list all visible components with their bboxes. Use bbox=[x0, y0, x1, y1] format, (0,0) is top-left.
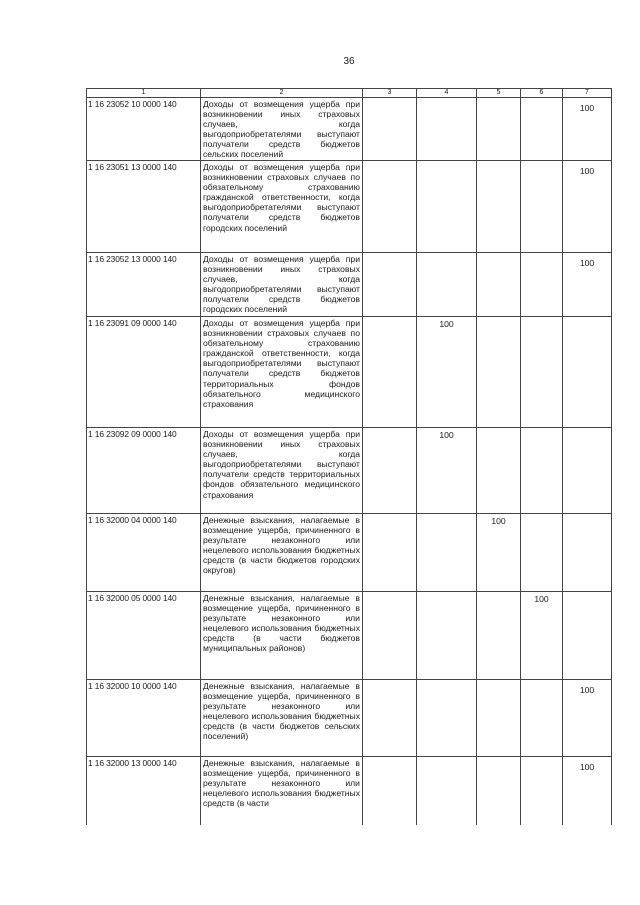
value-cell: 100 bbox=[563, 98, 612, 161]
value-cell bbox=[521, 757, 563, 825]
description-cell: Доходы от возмещения ущерба при возникновении иных страховых случаев, когда выгодоприобретателями выступают получатели средств бюджетов городских поселений bbox=[201, 253, 363, 317]
value-cell bbox=[417, 161, 477, 253]
table-row bbox=[87, 757, 612, 825]
budget-code-cell: 1 16 23091 09 0000 140 bbox=[87, 317, 201, 428]
value-cell: 100 bbox=[563, 161, 612, 253]
value-cell bbox=[363, 514, 417, 592]
value-cell bbox=[563, 317, 612, 428]
budget-code-cell: 1 16 32000 05 0000 140 bbox=[87, 592, 201, 680]
description-cell: Денежные взыскания, налагаемые в возмещение ущерба, причиненного в результате незаконного или нецелевого использования бюджетных средств (в части бюджетов сельских поселений) bbox=[201, 680, 363, 757]
revenue-codes-table bbox=[86, 88, 612, 825]
table-row bbox=[87, 253, 612, 317]
table-row bbox=[87, 680, 612, 757]
value-cell bbox=[417, 757, 477, 825]
table-row bbox=[87, 317, 612, 428]
value-cell bbox=[521, 98, 563, 161]
value-cell bbox=[521, 680, 563, 757]
description-cell: Денежные взыскания, налагаемые в возмещение ущерба, причиненного в результате незаконного или нецелевого использования бюджетных средств (в части bbox=[201, 757, 363, 825]
column-header: 3 bbox=[363, 89, 417, 98]
value-cell bbox=[417, 592, 477, 680]
description-cell: Денежные взыскания, налагаемые в возмещение ущерба, причиненного в результате незаконного или нецелевого использования бюджетных средств (в части бюджетов муниципальных районов) bbox=[201, 592, 363, 680]
budget-code-cell: 1 16 23051 13 0000 140 bbox=[87, 161, 201, 253]
value-cell: 100 bbox=[477, 514, 521, 592]
value-cell bbox=[563, 592, 612, 680]
description-cell: Доходы от возмещения ущерба при возникновении страховых случаев по обязательному страхованию гражданской ответственности, когда выгодоприобретателями выступают получатели средств бюджетов городских поселений bbox=[201, 161, 363, 253]
value-cell: 100 bbox=[563, 680, 612, 757]
value-cell: 100 bbox=[521, 592, 563, 680]
value-cell bbox=[363, 757, 417, 825]
value-cell bbox=[363, 317, 417, 428]
page-number: 36 bbox=[343, 56, 355, 67]
value-cell bbox=[477, 98, 521, 161]
table-row bbox=[87, 428, 612, 514]
value-cell bbox=[521, 253, 563, 317]
budget-code-cell: 1 16 23052 13 0000 140 bbox=[87, 253, 201, 317]
value-cell bbox=[477, 161, 521, 253]
value-cell bbox=[363, 680, 417, 757]
column-header: 7 bbox=[563, 89, 612, 98]
value-cell bbox=[521, 161, 563, 253]
description-cell: Доходы от возмещения ущерба при возникновении иных страховых случаев, когда выгодоприобретателями выступают получатели средств бюджетов сельских поселений bbox=[201, 98, 363, 161]
value-cell bbox=[363, 253, 417, 317]
value-cell bbox=[477, 428, 521, 514]
table-header-row bbox=[87, 89, 612, 98]
budget-code-cell: 1 16 32000 04 0000 140 bbox=[87, 514, 201, 592]
value-cell bbox=[477, 253, 521, 317]
value-cell bbox=[477, 680, 521, 757]
description-cell: Денежные взыскания, налагаемые в возмещение ущерба, причиненного в результате незаконного или нецелевого использования бюджетных средств (в части бюджетов городских округов) bbox=[201, 514, 363, 592]
value-cell bbox=[417, 680, 477, 757]
value-cell bbox=[477, 757, 521, 825]
budget-code-cell: 1 16 32000 13 0000 140 bbox=[87, 757, 201, 825]
column-header: 2 bbox=[201, 89, 363, 98]
value-cell bbox=[363, 428, 417, 514]
value-cell bbox=[417, 98, 477, 161]
value-cell bbox=[477, 317, 521, 428]
value-cell bbox=[521, 428, 563, 514]
description-cell: Доходы от возмещения ущерба при возникновении иных страховых случаев, когда выгодоприобретателями выступают получатели средств территориальных фондов обязательного медицинского страхования bbox=[201, 428, 363, 514]
value-cell bbox=[563, 514, 612, 592]
column-header: 4 bbox=[417, 89, 477, 98]
column-header: 6 bbox=[521, 89, 563, 98]
value-cell bbox=[521, 514, 563, 592]
value-cell: 100 bbox=[563, 253, 612, 317]
value-cell bbox=[477, 592, 521, 680]
value-cell bbox=[521, 317, 563, 428]
column-header: 5 bbox=[477, 89, 521, 98]
description-cell: Доходы от возмещения ущерба при возникновении страховых случаев по обязательному страхованию гражданской ответственности, когда выгодоприобретателями выступают получатели средств бюджетов территориальных фондов обязательного медицинского страхования bbox=[201, 317, 363, 428]
value-cell bbox=[363, 592, 417, 680]
budget-code-cell: 1 16 23092 09 0000 140 bbox=[87, 428, 201, 514]
value-cell bbox=[417, 514, 477, 592]
table-row bbox=[87, 161, 612, 253]
budget-code-cell: 1 16 23052 10 0000 140 bbox=[87, 98, 201, 161]
value-cell: 100 bbox=[417, 317, 477, 428]
value-cell bbox=[363, 161, 417, 253]
value-cell bbox=[417, 253, 477, 317]
value-cell bbox=[563, 428, 612, 514]
table-row bbox=[87, 592, 612, 680]
table-row bbox=[87, 98, 612, 161]
value-cell bbox=[363, 98, 417, 161]
value-cell: 100 bbox=[563, 757, 612, 825]
table-row bbox=[87, 514, 612, 592]
budget-code-cell: 1 16 32000 10 0000 140 bbox=[87, 680, 201, 757]
value-cell: 100 bbox=[417, 428, 477, 514]
column-header: 1 bbox=[87, 89, 201, 98]
